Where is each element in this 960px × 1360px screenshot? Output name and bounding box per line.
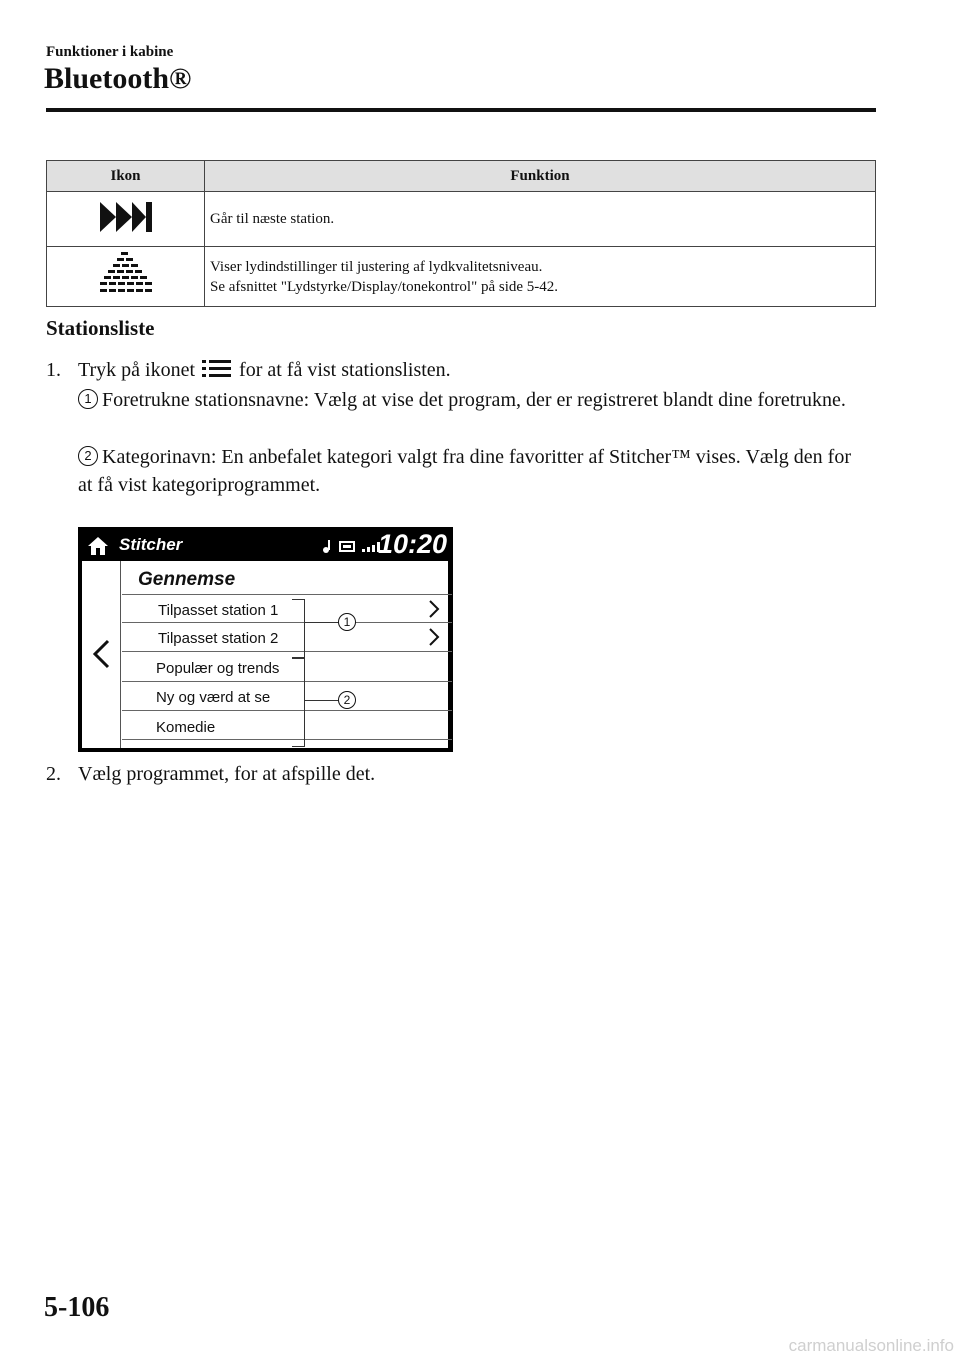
- callout-description-2: 2 Kategorinavn: En anbefalet kategori valgt fra dine favoritter af Stitcher™ vises. Vælg den for at få vist kategoriprogrammet.: [78, 446, 851, 496]
- bracket: [292, 657, 305, 747]
- icon-function-table: [46, 160, 876, 307]
- watermark: carmanualsonline.info: [788, 1336, 954, 1355]
- step-number: 1.: [46, 359, 61, 381]
- callout-marker: 1: [78, 389, 98, 409]
- status-icons: [322, 539, 382, 553]
- page-number: 5-106: [44, 1292, 110, 1323]
- divider: [122, 710, 452, 711]
- step-1: 1. Tryk på ikonet for at få vist stationslisten.: [46, 356, 451, 384]
- divider: [122, 739, 452, 740]
- callout-marker: 1: [338, 613, 356, 631]
- list-item[interactable]: Ny og værd at se: [156, 689, 271, 706]
- table-row: [47, 247, 876, 307]
- leader-line: [304, 622, 338, 623]
- list-item[interactable]: Komedie: [156, 719, 216, 736]
- browse-panel: [82, 561, 448, 748]
- chevron-left-icon: [91, 639, 111, 669]
- callout-description-1: 1 Foretrukne stationsnavne: Vælg at vise det program, der er registreret blandt dine foretrukne.: [78, 386, 868, 414]
- divider: [122, 681, 452, 682]
- table-header-icon: Ikon: [47, 161, 205, 192]
- list-item[interactable]: Tilpasset station 2: [158, 630, 279, 647]
- bracket: [292, 599, 305, 659]
- chevron-right-icon[interactable]: [428, 627, 440, 647]
- step-2: 2. Vælg programmet, for at afspille det.: [46, 760, 375, 788]
- step-number: 2.: [46, 763, 61, 785]
- table-header-function: Funktion: [205, 161, 876, 192]
- list-item[interactable]: Populær og trends: [156, 660, 280, 677]
- table-cell-function: Viser lydindstillinger til justering af lydkvalitetsniveau. Se afsnittet "Lydstyrke/Display/tonekontrol" på side 5-42.: [205, 247, 876, 307]
- callout-marker: 2: [338, 691, 356, 709]
- list-title: Gennemse: [138, 569, 236, 590]
- stitcher-screen: [78, 527, 453, 752]
- clock: 10:20: [377, 529, 447, 559]
- table-row: [47, 192, 876, 247]
- divider: [122, 651, 452, 652]
- list-icon: [202, 360, 232, 378]
- divider: [122, 622, 452, 623]
- section-title: Stationsliste: [46, 316, 155, 340]
- skip-next-icon: [98, 200, 154, 234]
- chevron-right-icon[interactable]: [428, 599, 440, 619]
- back-button[interactable]: [82, 561, 121, 748]
- title-rule: [46, 108, 876, 112]
- app-title: Stitcher: [119, 535, 183, 554]
- callout-marker: 2: [78, 446, 98, 466]
- home-icon[interactable]: [87, 536, 109, 556]
- chapter-label: Funktioner i kabine: [46, 44, 174, 60]
- leader-line: [304, 700, 338, 701]
- list-item[interactable]: Tilpasset station 1: [158, 602, 279, 619]
- divider: [122, 594, 452, 595]
- equalizer-icon: [98, 251, 154, 297]
- page-title: Bluetooth®: [44, 62, 192, 95]
- table-cell-function: Går til næste station.: [205, 192, 876, 247]
